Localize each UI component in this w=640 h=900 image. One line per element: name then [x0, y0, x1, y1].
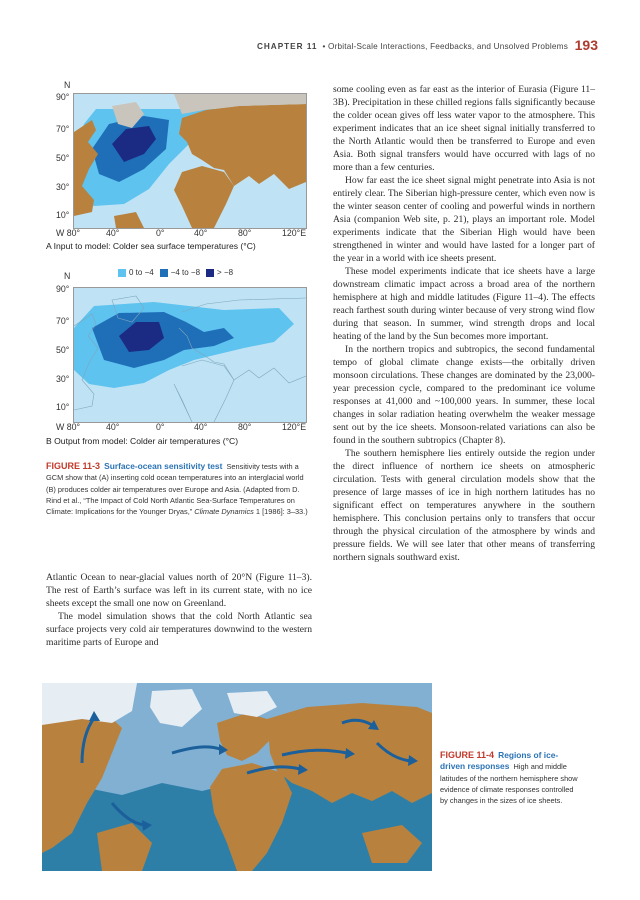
paragraph: The model simulation shows that the cold North Atlantic sea surface projects very cold air temperatures downwind to the western maritime parts of Europe and: [46, 611, 312, 648]
map-a-caption: A Input to model: Colder sea surface temperatures (°C): [46, 241, 256, 251]
lon-label: 80°: [238, 422, 252, 432]
figure-label: FIGURE 11-3: [46, 461, 101, 471]
map-sea-surface-temperature: [73, 93, 307, 229]
lat-label: 30°: [56, 182, 70, 192]
page-number: 193: [574, 37, 598, 53]
lon-label: W 80°: [56, 422, 81, 432]
legend-item: 0 to −4: [118, 268, 154, 277]
temperature-legend: [118, 268, 239, 277]
running-header: [0, 37, 640, 60]
right-column-text: [333, 83, 595, 564]
chapter-header: CHAPTER 11 • Orbital-Scale Interactions, Feedbacks, and Unsolved Problems: [256, 42, 568, 51]
figure-11-4-caption: [440, 750, 580, 806]
lon-label: 80°: [238, 228, 252, 238]
paragraph: How far east the ice sheet signal might penetrate into Asia is not entirely clear. The Siberian high-pressure center, which even now is the winter season center of cooling and powerful winds in northern Asia (companion Web site, p. 21), plays an important role. Model experiments indicate that the Siberian High would have been strengthened in winter and would have lasted for a longer part of the year in a world with ice sheets present.: [333, 175, 595, 264]
paragraph: some cooling even as far east as the interior of Eurasia (Figure 11–3B). Precipitation in these chilled regions falls significantly because the colder ocean gives off less water vapor to the atmosphere. This experiment indicates that an ice sheet signal initially transferred to the North Atlantic would then be transferred to Europe and even Asia. Both signal transfers would have occurred with lags of no more than a few centuries.: [333, 84, 595, 173]
legend-item: > −8: [206, 268, 233, 277]
figure-11-3-caption: FIGURE 11-3 Surface-ocean sensitivity test Sensitivity tests with a GCM show that (A) inserting cold ocean temperatures into an interglacial world (B) produces colder air temperatures over Europe and Asia. (Adapted from D. Rind et al., “The Impact of Cold North Atlantic Sea-Surface Temperatures on Climate: Implications for the Younger Dryas,” Climate Dynamics 1 [1986]: 3–33.): [46, 461, 308, 517]
left-column-text: [46, 571, 312, 649]
lon-label: 0°: [156, 422, 165, 432]
lat-label: 70°: [56, 316, 70, 326]
lat-label: 50°: [56, 153, 70, 163]
figure-title: Regions of ice-driven responses: [440, 750, 559, 772]
paragraph: These model experiments indicate that ice sheets have a large downstream climatic impact across a broad area of the northern hemisphere at high and middle latitudes (Figure 11–4). The effects reach farthest south during winter because of very strong wind flow during that season. In summer, wind strength drops and local heating of the land by the Sun becomes more important.: [333, 266, 595, 342]
lat-label: 10°: [56, 210, 70, 220]
paragraph: The southern hemisphere lies entirely outside the region under the direct influence of northern ice sheets on atmospheric circulation. Tests with general circulation models show that the presence of large masses of ice in high northern latitudes has no significant effect on temperatures anywhere in the southern hemisphere. This conclusion pertains only to transfers that occur through the physical circulation of the atmosphere by winds and pressure fields. We will see later that other means of transferring northern signals southward exist.: [333, 448, 595, 563]
map-air-temperature: [73, 287, 307, 423]
north-label-b: N: [64, 271, 71, 281]
chapter-title: Orbital-Scale Interactions, Feedbacks, and Unsolved Problems: [328, 42, 568, 51]
lon-label: 40°: [194, 228, 208, 238]
figure-text: High and middle latitudes of the northern hemisphere show evidence of climate responses controlled by changes in the sizes of ice sheets.: [440, 762, 578, 806]
lon-label: W 80°: [56, 228, 81, 238]
chapter-label: CHAPTER 11: [256, 42, 318, 51]
lat-label: 30°: [56, 374, 70, 384]
figure-title: Surface-ocean sensitivity test: [104, 461, 223, 471]
lat-label: 10°: [56, 402, 70, 412]
map-ice-driven-responses: [42, 683, 432, 871]
lon-label: 120°E: [282, 228, 307, 238]
figure-label: FIGURE 11-4: [440, 750, 495, 760]
lon-label: 40°: [106, 228, 120, 238]
legend-item: −4 to −8: [160, 268, 200, 277]
lat-label: 70°: [56, 124, 70, 134]
lon-label: 40°: [194, 422, 208, 432]
lat-label: 50°: [56, 345, 70, 355]
lon-label: 120°E: [282, 422, 307, 432]
paragraph: Atlantic Ocean to near-glacial values north of 20°N (Figure 11–3). The rest of Earth’s surface was left in its current state, with no ice sheets except the small one now on Greenland.: [46, 572, 312, 609]
map-b-caption: B Output from model: Colder air temperatures (°C): [46, 436, 239, 446]
paragraph: In the northern tropics and subtropics, the second fundamental tempo of global climate change exists—the orbitally driven monsoon circulations. These changes are dominated by the 23,000-year precession cycle, compared to the predominant ice volume responses at 41,000 and ~100,000 years. In summer, these local changes in solar radiation heating overwhelm the weaker message sent out by the ice sheets. Monsoon-related variations can also be found in the southern subtropics (Chapter 8).: [333, 344, 595, 446]
north-label-a: N: [64, 80, 71, 90]
lat-label: 90°: [56, 92, 70, 102]
lat-label: 90°: [56, 284, 70, 294]
lon-label: 40°: [106, 422, 120, 432]
lon-label: 0°: [156, 228, 165, 238]
